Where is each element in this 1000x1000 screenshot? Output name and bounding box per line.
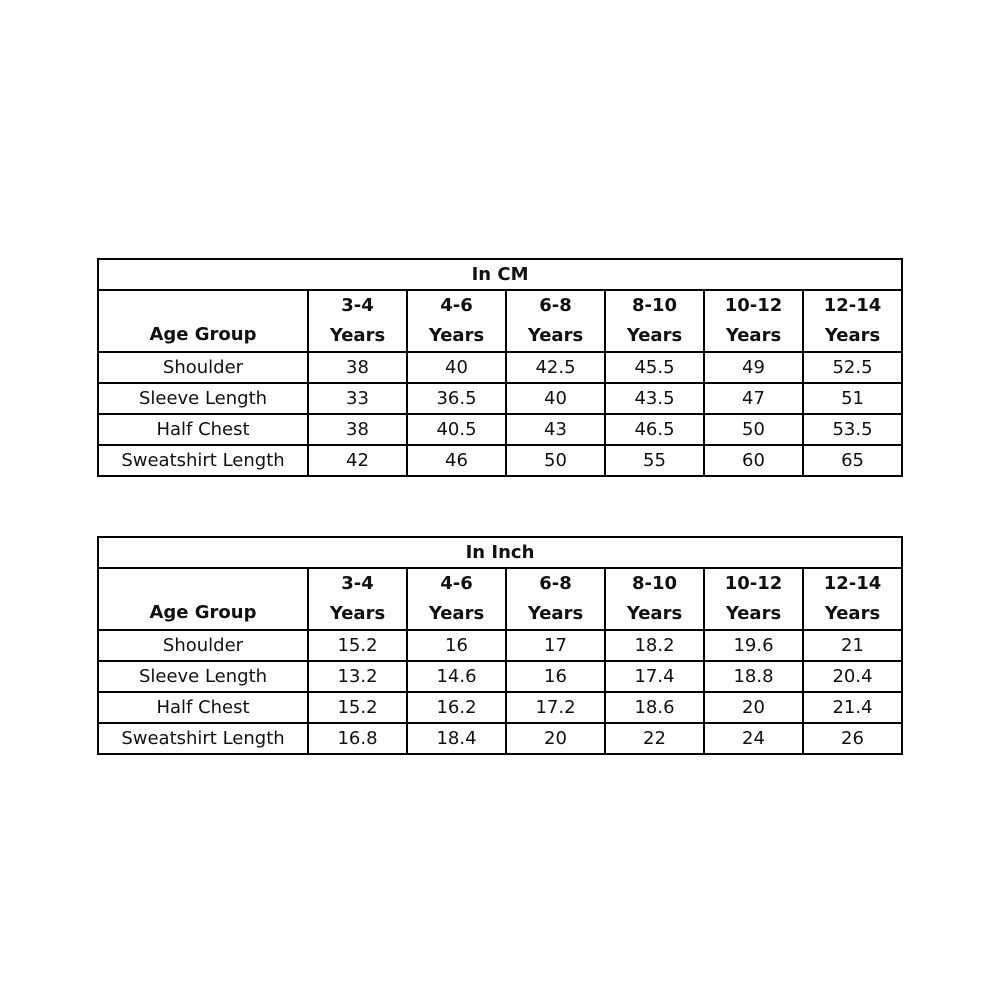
table-cell: 43: [506, 414, 605, 445]
age-range: 3-4: [341, 573, 374, 594]
table-row: [98, 445, 902, 476]
table-cell: 16: [407, 630, 506, 661]
column-header: [407, 290, 506, 352]
table-cell: 47: [704, 383, 803, 414]
table-cell: 18.4: [407, 723, 506, 754]
age-unit: Years: [626, 325, 683, 346]
table-cell: 55: [605, 445, 704, 476]
age-range: 10-12: [724, 573, 783, 594]
table-cell: 19.6: [704, 630, 803, 661]
column-header: [605, 290, 704, 352]
size-table-cm: [97, 258, 903, 477]
row-label: Sweatshirt Length: [98, 445, 308, 476]
table-title-row: [98, 537, 902, 568]
table-cell: 42: [308, 445, 407, 476]
age-range: 8-10: [631, 295, 678, 316]
column-header: [803, 568, 902, 630]
row-label: Sweatshirt Length: [98, 723, 308, 754]
table-cell: 52.5: [803, 352, 902, 383]
table-cell: 50: [506, 445, 605, 476]
table-cell: 15.2: [308, 630, 407, 661]
row-label: Shoulder: [98, 352, 308, 383]
age-range: 10-12: [724, 295, 783, 316]
table-cell: 51: [803, 383, 902, 414]
column-header: [803, 290, 902, 352]
table-cell: 20: [506, 723, 605, 754]
table-cell: 33: [308, 383, 407, 414]
table-cell: 53.5: [803, 414, 902, 445]
row-label: Half Chest: [98, 692, 308, 723]
table-cell: 40: [407, 352, 506, 383]
table-cell: 24: [704, 723, 803, 754]
age-range: 6-8: [539, 573, 572, 594]
table-cell: 38: [308, 352, 407, 383]
table-cell: 46: [407, 445, 506, 476]
row-label: Shoulder: [98, 630, 308, 661]
table-cell: 21.4: [803, 692, 902, 723]
table-cell: 40.5: [407, 414, 506, 445]
row-label: Sleeve Length: [98, 661, 308, 692]
row-label: Sleeve Length: [98, 383, 308, 414]
table-cell: 18.8: [704, 661, 803, 692]
age-range: 3-4: [341, 295, 374, 316]
age-unit: Years: [329, 603, 386, 624]
age-group-header: Age Group: [98, 568, 308, 630]
table-cell: 45.5: [605, 352, 704, 383]
table-cell: 18.6: [605, 692, 704, 723]
table-title-row: [98, 259, 902, 290]
column-header: [704, 290, 803, 352]
table-cell: 14.6: [407, 661, 506, 692]
size-table-inch: [97, 536, 903, 755]
table-cell: 50: [704, 414, 803, 445]
age-range: 8-10: [631, 573, 678, 594]
age-unit: Years: [329, 325, 386, 346]
table-cell: 13.2: [308, 661, 407, 692]
age-unit: Years: [527, 603, 584, 624]
column-header: [308, 290, 407, 352]
table-cell: 26: [803, 723, 902, 754]
age-unit: Years: [824, 325, 881, 346]
table-cell: 16: [506, 661, 605, 692]
table-cell: 22: [605, 723, 704, 754]
table-cell: 16.2: [407, 692, 506, 723]
table-cell: 49: [704, 352, 803, 383]
age-range: 4-6: [440, 573, 473, 594]
age-unit: Years: [428, 603, 485, 624]
table-row: [98, 692, 902, 723]
table-row: [98, 723, 902, 754]
age-unit: Years: [428, 325, 485, 346]
column-header: [308, 568, 407, 630]
table-cell: 43.5: [605, 383, 704, 414]
table-row: [98, 383, 902, 414]
age-range: 4-6: [440, 295, 473, 316]
table-cell: 38: [308, 414, 407, 445]
table-header-row: [98, 568, 902, 630]
table-cell: 15.2: [308, 692, 407, 723]
table-cell: 18.2: [605, 630, 704, 661]
table-title: In CM: [98, 259, 902, 290]
table-cell: 40: [506, 383, 605, 414]
age-group-header: Age Group: [98, 290, 308, 352]
table-row: [98, 630, 902, 661]
column-header: [605, 568, 704, 630]
table-cell: 60: [704, 445, 803, 476]
age-range: 12-14: [823, 573, 882, 594]
column-header: [506, 568, 605, 630]
table-cell: 17: [506, 630, 605, 661]
table-title: In Inch: [98, 537, 902, 568]
age-unit: Years: [626, 603, 683, 624]
table-cell: 42.5: [506, 352, 605, 383]
table-cell: 46.5: [605, 414, 704, 445]
table-cell: 20.4: [803, 661, 902, 692]
column-header: [407, 568, 506, 630]
column-header: [506, 290, 605, 352]
age-unit: Years: [725, 603, 782, 624]
table-cell: 36.5: [407, 383, 506, 414]
table-cell: 20: [704, 692, 803, 723]
table-header-row: [98, 290, 902, 352]
age-unit: Years: [725, 325, 782, 346]
table-cell: 65: [803, 445, 902, 476]
age-range: 6-8: [539, 295, 572, 316]
table-cell: 16.8: [308, 723, 407, 754]
column-header: [704, 568, 803, 630]
age-unit: Years: [824, 603, 881, 624]
table-row: [98, 661, 902, 692]
table-cell: 17.2: [506, 692, 605, 723]
age-unit: Years: [527, 325, 584, 346]
table-cell: 17.4: [605, 661, 704, 692]
age-range: 12-14: [823, 295, 882, 316]
table-row: [98, 414, 902, 445]
table-cell: 21: [803, 630, 902, 661]
row-label: Half Chest: [98, 414, 308, 445]
table-row: [98, 352, 902, 383]
